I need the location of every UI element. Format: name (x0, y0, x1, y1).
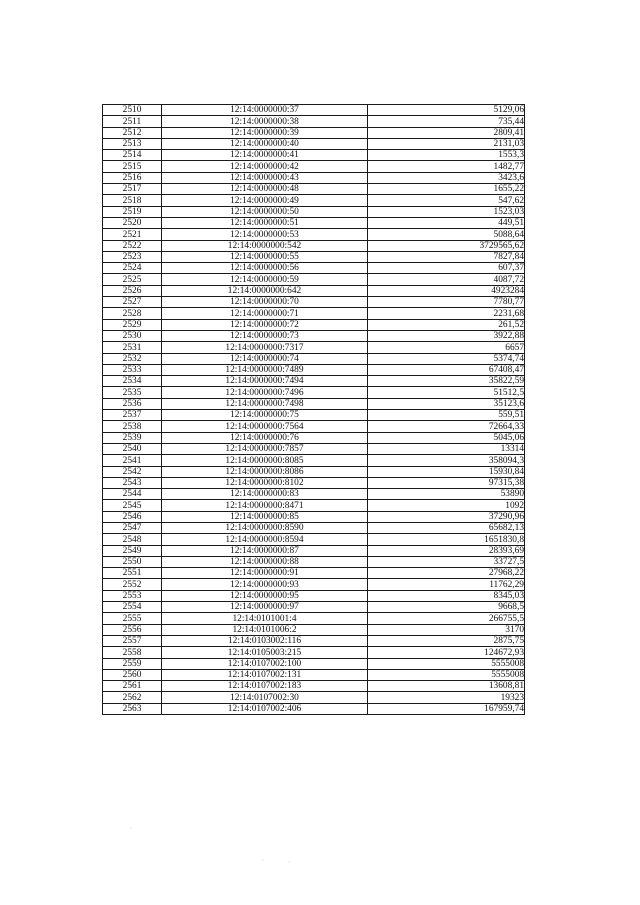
scan-speck: · (262, 858, 264, 864)
cadastral-number: 12:14:0000000:8594 (162, 534, 368, 545)
cadastral-value: 261,52 (368, 319, 525, 330)
row-number: 2550 (103, 556, 162, 567)
table-row (103, 116, 525, 127)
cadastral-value: 266755,5 (368, 613, 525, 624)
row-number: 2562 (103, 692, 162, 703)
cadastral-number: 12:14:0000000:87 (162, 545, 368, 556)
row-number: 2563 (103, 703, 162, 714)
row-number: 2553 (103, 590, 162, 601)
cadastral-number: 12:14:0000000:41 (162, 150, 368, 161)
cadastral-number: 12:14:0000000:76 (162, 432, 368, 443)
row-number: 2538 (103, 421, 162, 432)
cadastral-number: 12:14:0000000:83 (162, 489, 368, 500)
row-number: 2527 (103, 297, 162, 308)
cadastral-number: 12:14:0000000:8085 (162, 455, 368, 466)
cadastral-number: 12:14:0107002:183 (162, 681, 368, 692)
cadastral-value: 5555008 (368, 669, 525, 680)
cadastral-number: 12:14:0000000:37 (162, 105, 368, 116)
table-row (103, 455, 525, 466)
row-number: 2542 (103, 466, 162, 477)
cadastral-value: 2231,68 (368, 308, 525, 319)
table-row (103, 184, 525, 195)
row-number: 2532 (103, 353, 162, 364)
table-row (103, 398, 525, 409)
cadastral-value: 547,62 (368, 195, 525, 206)
table-row (103, 308, 525, 319)
cadastral-value: 1655,22 (368, 184, 525, 195)
cadastral-number: 12:14:0000000:7489 (162, 364, 368, 375)
row-number: 2543 (103, 477, 162, 488)
table-row (103, 624, 525, 635)
cadastral-number: 12:14:0101001:4 (162, 613, 368, 624)
cadastral-value: 28393,69 (368, 545, 525, 556)
row-number: 2517 (103, 184, 162, 195)
cadastral-value: 3423,6 (368, 172, 525, 183)
cadastral-value: 19323 (368, 692, 525, 703)
table-row (103, 647, 525, 658)
cadastral-value: 8345,03 (368, 590, 525, 601)
row-number: 2536 (103, 398, 162, 409)
table-row (103, 522, 525, 533)
table-row (103, 635, 525, 646)
cadastral-number: 12:14:0107002:131 (162, 669, 368, 680)
cadastral-number: 12:14:0000000:51 (162, 217, 368, 228)
row-number: 2520 (103, 217, 162, 228)
table-row (103, 240, 525, 251)
cadastral-value: 9668,5 (368, 602, 525, 613)
cadastral-value: 53890 (368, 489, 525, 500)
row-number: 2518 (103, 195, 162, 206)
cadastral-value: 1651830,8 (368, 534, 525, 545)
table-row (103, 500, 525, 511)
table-row (103, 545, 525, 556)
cadastral-value: 27968,22 (368, 568, 525, 579)
table-row (103, 489, 525, 500)
row-number: 2524 (103, 263, 162, 274)
row-number: 2555 (103, 613, 162, 624)
cadastral-value: 2809,41 (368, 127, 525, 138)
table-row (103, 703, 525, 714)
row-number: 2544 (103, 489, 162, 500)
table-row (103, 534, 525, 545)
table-row (103, 556, 525, 567)
cadastral-value: 13608,81 (368, 681, 525, 692)
cadastral-number: 12:14:0101006:2 (162, 624, 368, 635)
row-number: 2554 (103, 602, 162, 613)
row-number: 2548 (103, 534, 162, 545)
table-row (103, 568, 525, 579)
row-number: 2559 (103, 658, 162, 669)
row-number: 2515 (103, 161, 162, 172)
cadastral-value: 3729565,62 (368, 240, 525, 251)
table-row (103, 602, 525, 613)
table-row (103, 330, 525, 341)
table-row (103, 387, 525, 398)
row-number: 2523 (103, 251, 162, 262)
cadastral-number: 12:14:0000000:59 (162, 274, 368, 285)
cadastral-value: 72664,33 (368, 421, 525, 432)
cadastral-value: 1553,3 (368, 150, 525, 161)
cadastral-number: 12:14:0000000:7494 (162, 376, 368, 387)
row-number: 2516 (103, 172, 162, 183)
cadastral-number: 12:14:0000000:49 (162, 195, 368, 206)
table-row (103, 421, 525, 432)
table-row (103, 206, 525, 217)
row-number: 2558 (103, 647, 162, 658)
row-number: 2529 (103, 319, 162, 330)
table-row (103, 669, 525, 680)
row-number: 2546 (103, 511, 162, 522)
table-row (103, 658, 525, 669)
table-row (103, 511, 525, 522)
table-row (103, 274, 525, 285)
cadastral-value: 1482,77 (368, 161, 525, 172)
cadastral-number: 12:14:0000000:56 (162, 263, 368, 274)
cadastral-value: 67408,47 (368, 364, 525, 375)
row-number: 2545 (103, 500, 162, 511)
cadastral-number: 12:14:0000000:75 (162, 410, 368, 421)
row-number: 2521 (103, 229, 162, 240)
cadastral-value: 2131,03 (368, 138, 525, 149)
cadastral-value: 37290,96 (368, 511, 525, 522)
cadastral-number: 12:14:0000000:97 (162, 602, 368, 613)
row-number: 2512 (103, 127, 162, 138)
cadastral-number: 12:14:0000000:85 (162, 511, 368, 522)
cadastral-value: 4087,72 (368, 274, 525, 285)
table-row (103, 681, 525, 692)
cadastral-number: 12:14:0000000:40 (162, 138, 368, 149)
table-row (103, 127, 525, 138)
cadastral-value: 5555008 (368, 658, 525, 669)
row-number: 2557 (103, 635, 162, 646)
table-row (103, 263, 525, 274)
cadastral-number: 12:14:0000000:7564 (162, 421, 368, 432)
table-row (103, 477, 525, 488)
table-row (103, 195, 525, 206)
row-number: 2525 (103, 274, 162, 285)
cadastral-number: 12:14:0000000:7496 (162, 387, 368, 398)
table-row (103, 285, 525, 296)
cadastral-value: 7780,77 (368, 297, 525, 308)
cadastral-number: 12:14:0000000:542 (162, 240, 368, 251)
row-number: 2547 (103, 522, 162, 533)
cadastral-value: 6657 (368, 342, 525, 353)
cadastral-number: 12:14:0000000:7498 (162, 398, 368, 409)
cadastral-number: 12:14:0000000:8086 (162, 466, 368, 477)
scan-speck: · (130, 826, 132, 832)
table-row (103, 466, 525, 477)
cadastral-value: 2875,75 (368, 635, 525, 646)
row-number: 2561 (103, 681, 162, 692)
table-row (103, 105, 525, 116)
cadastral-table-body (103, 105, 525, 715)
cadastral-number: 12:14:0000000:7857 (162, 443, 368, 454)
table-row (103, 432, 525, 443)
cadastral-number: 12:14:0000000:39 (162, 127, 368, 138)
cadastral-table (102, 104, 525, 715)
cadastral-number: 12:14:0103002:116 (162, 635, 368, 646)
cadastral-number: 12:14:0000000:48 (162, 184, 368, 195)
table-row (103, 364, 525, 375)
table-row (103, 443, 525, 454)
row-number: 2522 (103, 240, 162, 251)
cadastral-value: 358094,3 (368, 455, 525, 466)
table-row (103, 297, 525, 308)
cadastral-value: 3170 (368, 624, 525, 635)
cadastral-value: 51512,5 (368, 387, 525, 398)
cadastral-number: 12:14:0000000:74 (162, 353, 368, 364)
cadastral-value: 735,44 (368, 116, 525, 127)
cadastral-number: 12:14:0000000:8471 (162, 500, 368, 511)
row-number: 2541 (103, 455, 162, 466)
cadastral-value: 3922,88 (368, 330, 525, 341)
cadastral-number: 12:14:0000000:50 (162, 206, 368, 217)
cadastral-number: 12:14:0000000:71 (162, 308, 368, 319)
cadastral-value: 1092 (368, 500, 525, 511)
row-number: 2556 (103, 624, 162, 635)
row-number: 2534 (103, 376, 162, 387)
row-number: 2549 (103, 545, 162, 556)
cadastral-number: 12:14:0000000:70 (162, 297, 368, 308)
table-row (103, 161, 525, 172)
cadastral-value: 5129,06 (368, 105, 525, 116)
table-row (103, 138, 525, 149)
table-row (103, 251, 525, 262)
cadastral-value: 5045,06 (368, 432, 525, 443)
cadastral-value: 607,37 (368, 263, 525, 274)
cadastral-value: 35822,59 (368, 376, 525, 387)
cadastral-number: 12:14:0000000:7317 (162, 342, 368, 353)
cadastral-number: 12:14:0000000:73 (162, 330, 368, 341)
cadastral-value: 97315,38 (368, 477, 525, 488)
row-number: 2551 (103, 568, 162, 579)
cadastral-number: 12:14:0000000:42 (162, 161, 368, 172)
table-row (103, 692, 525, 703)
row-number: 2514 (103, 150, 162, 161)
cadastral-number: 12:14:0000000:88 (162, 556, 368, 567)
cadastral-number: 12:14:0000000:53 (162, 229, 368, 240)
table-row (103, 579, 525, 590)
row-number: 2560 (103, 669, 162, 680)
row-number: 2531 (103, 342, 162, 353)
scan-speck: · (288, 860, 290, 866)
cadastral-value: 1523,03 (368, 206, 525, 217)
cadastral-number: 12:14:0000000:8590 (162, 522, 368, 533)
cadastral-number: 12:14:0107002:100 (162, 658, 368, 669)
cadastral-number: 12:14:0107002:30 (162, 692, 368, 703)
cadastral-value: 5088,64 (368, 229, 525, 240)
cadastral-value: 13314 (368, 443, 525, 454)
row-number: 2537 (103, 410, 162, 421)
cadastral-number: 12:14:0000000:642 (162, 285, 368, 296)
table-row (103, 376, 525, 387)
table-row (103, 613, 525, 624)
cadastral-number: 12:14:0107002:406 (162, 703, 368, 714)
cadastral-number: 12:14:0000000:72 (162, 319, 368, 330)
cadastral-value: 15930,84 (368, 466, 525, 477)
row-number: 2539 (103, 432, 162, 443)
cadastral-value: 7827,84 (368, 251, 525, 262)
cadastral-number: 12:14:0000000:8102 (162, 477, 368, 488)
table-row (103, 217, 525, 228)
cadastral-number: 12:14:0000000:55 (162, 251, 368, 262)
cadastral-value: 65682,13 (368, 522, 525, 533)
row-number: 2510 (103, 105, 162, 116)
table-row (103, 410, 525, 421)
row-number: 2513 (103, 138, 162, 149)
cadastral-value: 167959,74 (368, 703, 525, 714)
cadastral-value: 33727,5 (368, 556, 525, 567)
cadastral-value: 5374,74 (368, 353, 525, 364)
cadastral-value: 124672,93 (368, 647, 525, 658)
cadastral-value: 11762,29 (368, 579, 525, 590)
table-row (103, 319, 525, 330)
row-number: 2511 (103, 116, 162, 127)
cadastral-number: 12:14:0000000:95 (162, 590, 368, 601)
row-number: 2519 (103, 206, 162, 217)
cadastral-number: 12:14:0000000:93 (162, 579, 368, 590)
table-row (103, 172, 525, 183)
table-row (103, 229, 525, 240)
cadastral-value: 35123,6 (368, 398, 525, 409)
row-number: 2535 (103, 387, 162, 398)
cadastral-number: 12:14:0000000:38 (162, 116, 368, 127)
cadastral-value: 4923284 (368, 285, 525, 296)
table-row (103, 342, 525, 353)
table-row (103, 590, 525, 601)
row-number: 2533 (103, 364, 162, 375)
row-number: 2528 (103, 308, 162, 319)
row-number: 2530 (103, 330, 162, 341)
cadastral-number: 12:14:0000000:91 (162, 568, 368, 579)
row-number: 2540 (103, 443, 162, 454)
table-row (103, 353, 525, 364)
row-number: 2552 (103, 579, 162, 590)
cadastral-value: 449,51 (368, 217, 525, 228)
cadastral-number: 12:14:0000000:43 (162, 172, 368, 183)
row-number: 2526 (103, 285, 162, 296)
table-row (103, 150, 525, 161)
cadastral-value: 559,51 (368, 410, 525, 421)
cadastral-number: 12:14:0105003:215 (162, 647, 368, 658)
